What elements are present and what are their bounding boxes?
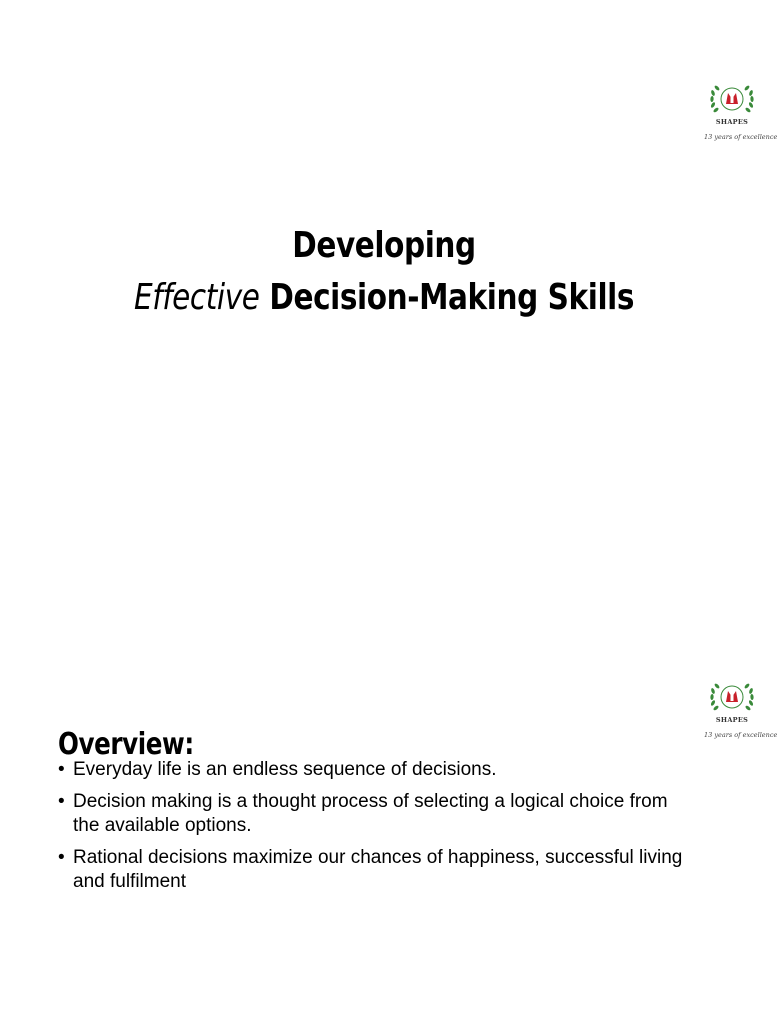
bullet-text: Everyday life is an endless sequence of decisions.: [73, 759, 497, 780]
slide-title: [0, 220, 768, 324]
overview-bullet-list: [58, 758, 698, 902]
logo-tagline: 13 years of excellence: [704, 731, 777, 739]
shapes-logo: [704, 80, 777, 148]
bullet-item: [58, 790, 698, 839]
bullet-text: Rational decisions maximize our chances of happiness, successful living and fulfilment: [73, 846, 683, 892]
logo-name: SHAPES: [715, 716, 749, 724]
title-line-1: Developing: [292, 225, 476, 267]
title-italic-word: Effective: [133, 277, 260, 319]
shapes-logo: [704, 678, 777, 746]
bullet-marker: •: [58, 846, 65, 868]
bullet-marker: •: [58, 759, 65, 780]
laurel-emblem-icon: [704, 678, 760, 718]
logo-tagline: 13 years of excellence: [704, 133, 777, 141]
overview-heading: Overview:: [58, 726, 194, 762]
title-line-2: [69, 272, 699, 324]
bullet-item: [58, 758, 698, 783]
title-line-2-rest: Decision-Making Skills: [259, 277, 635, 319]
logo-name: SHAPES: [715, 118, 749, 126]
overview-slide: [0, 512, 777, 1024]
bullet-item: [58, 846, 698, 895]
bullet-text: Decision making is a thought process of selecting a logical choice from the available options.: [73, 790, 668, 836]
laurel-emblem-icon: [704, 80, 760, 120]
bullet-marker: •: [58, 790, 65, 812]
